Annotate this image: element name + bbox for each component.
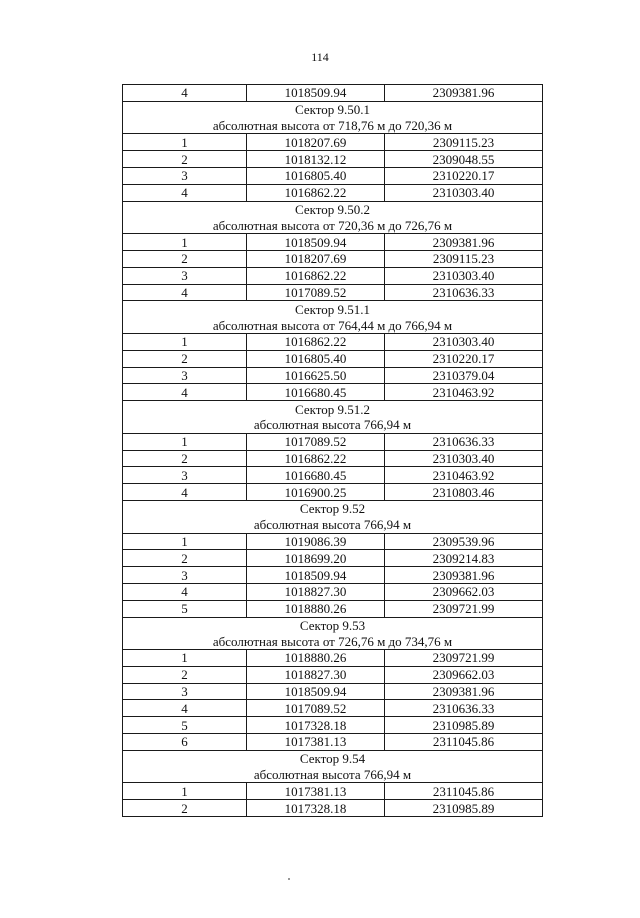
point-number-cell: 1 [123,134,247,151]
x-coordinate-cell: 1018827.30 [247,583,385,600]
table-row [123,234,543,251]
y-coordinate-cell: 2309662.03 [385,583,543,600]
y-coordinate-cell: 2309048.55 [385,151,543,168]
sector-title: Сектор 9.51.2 [123,401,543,417]
y-coordinate-cell: 2310303.40 [385,184,543,201]
x-coordinate-cell: 1017328.18 [247,717,385,734]
x-coordinate-cell: 1017381.13 [247,734,385,751]
table-row [123,333,543,350]
sector-altitude: абсолютная высота 766,94 м [123,767,543,783]
x-coordinate-cell: 1016680.45 [247,467,385,484]
sector-altitude: абсолютная высота от 764,44 м до 766,94 м [123,317,543,333]
sector-title-row [123,401,543,417]
table-row [123,184,543,201]
sector-title: Сектор 9.50.1 [123,101,543,117]
y-coordinate-cell: 2309381.96 [385,85,543,102]
y-coordinate-cell: 2310636.33 [385,700,543,717]
point-number-cell: 1 [123,783,247,800]
point-number-cell: 2 [123,350,247,367]
y-coordinate-cell: 2310220.17 [385,350,543,367]
y-coordinate-cell: 2309381.96 [385,683,543,700]
table-row [123,700,543,717]
y-coordinate-cell: 2309721.99 [385,600,543,617]
table-row [123,567,543,584]
x-coordinate-cell: 1018509.94 [247,85,385,102]
sector-title: Сектор 9.52 [123,500,543,516]
y-coordinate-cell: 2310303.40 [385,333,543,350]
sector-title-row [123,301,543,317]
table-row [123,467,543,484]
table-row [123,384,543,401]
x-coordinate-cell: 1016805.40 [247,350,385,367]
point-number-cell: 1 [123,533,247,550]
table-row [123,484,543,501]
x-coordinate-cell: 1018880.26 [247,600,385,617]
y-coordinate-cell: 2309214.83 [385,550,543,567]
y-coordinate-cell: 2309539.96 [385,533,543,550]
point-number-cell: 3 [123,167,247,184]
y-coordinate-cell: 2310463.92 [385,384,543,401]
y-coordinate-cell: 2310220.17 [385,167,543,184]
x-coordinate-cell: 1016862.22 [247,333,385,350]
y-coordinate-cell: 2310463.92 [385,467,543,484]
y-coordinate-cell: 2310803.46 [385,484,543,501]
sector-altitude-row [123,767,543,783]
table-row [123,134,543,151]
sector-altitude: абсолютная высота 766,94 м [123,517,543,533]
sector-title-row [123,201,543,217]
sector-title-row [123,750,543,766]
sector-altitude: абсолютная высота 766,94 м [123,417,543,433]
x-coordinate-cell: 1018827.30 [247,666,385,683]
table-row [123,250,543,267]
sector-title: Сектор 9.53 [123,617,543,633]
coordinates-table-body [123,85,543,817]
x-coordinate-cell: 1016805.40 [247,167,385,184]
point-number-cell: 2 [123,666,247,683]
x-coordinate-cell: 1019086.39 [247,533,385,550]
point-number-cell: 6 [123,734,247,751]
sector-title: Сектор 9.54 [123,750,543,766]
table-row [123,800,543,817]
point-number-cell: 2 [123,151,247,168]
sector-altitude-row [123,317,543,333]
point-number-cell: 2 [123,550,247,567]
sector-altitude-row [123,633,543,649]
table-row [123,533,543,550]
y-coordinate-cell: 2310303.40 [385,267,543,284]
sector-altitude: абсолютная высота от 720,36 м до 726,76 м [123,217,543,233]
y-coordinate-cell: 2309721.99 [385,650,543,667]
y-coordinate-cell: 2311045.86 [385,783,543,800]
sector-altitude: абсолютная высота от 718,76 м до 720,36 м [123,118,543,134]
sector-title: Сектор 9.51.1 [123,301,543,317]
point-number-cell: 5 [123,600,247,617]
y-coordinate-cell: 2310985.89 [385,717,543,734]
y-coordinate-cell: 2309662.03 [385,666,543,683]
table-row [123,717,543,734]
point-number-cell: 1 [123,650,247,667]
table-row [123,85,543,102]
table-row [123,350,543,367]
x-coordinate-cell: 1016900.25 [247,484,385,501]
table-row [123,783,543,800]
sector-altitude-row [123,118,543,134]
point-number-cell: 4 [123,184,247,201]
x-coordinate-cell: 1018207.69 [247,134,385,151]
page-number: 114 [311,50,329,64]
x-coordinate-cell: 1016862.22 [247,267,385,284]
point-number-cell: 4 [123,384,247,401]
y-coordinate-cell: 2309381.96 [385,234,543,251]
sector-altitude-row [123,517,543,533]
table-row [123,650,543,667]
point-number-cell: 3 [123,683,247,700]
table-row [123,167,543,184]
x-coordinate-cell: 1018509.94 [247,683,385,700]
x-coordinate-cell: 1018699.20 [247,550,385,567]
table-row [123,450,543,467]
sector-title: Сектор 9.50.2 [123,201,543,217]
point-number-cell: 2 [123,450,247,467]
x-coordinate-cell: 1018132.12 [247,151,385,168]
y-coordinate-cell: 2311045.86 [385,734,543,751]
y-coordinate-cell: 2310636.33 [385,433,543,450]
table-row [123,583,543,600]
point-number-cell: 3 [123,467,247,484]
x-coordinate-cell: 1017089.52 [247,284,385,301]
point-number-cell: 4 [123,583,247,600]
y-coordinate-cell: 2310985.89 [385,800,543,817]
y-coordinate-cell: 2309115.23 [385,250,543,267]
point-number-cell: 2 [123,250,247,267]
scan-speck [288,878,290,880]
y-coordinate-cell: 2310636.33 [385,284,543,301]
table-row [123,267,543,284]
x-coordinate-cell: 1018509.94 [247,567,385,584]
table-row [123,683,543,700]
x-coordinate-cell: 1016625.50 [247,367,385,384]
sector-title-row [123,500,543,516]
x-coordinate-cell: 1017089.52 [247,433,385,450]
x-coordinate-cell: 1017089.52 [247,700,385,717]
point-number-cell: 4 [123,284,247,301]
table-row [123,666,543,683]
x-coordinate-cell: 1017328.18 [247,800,385,817]
x-coordinate-cell: 1016862.22 [247,184,385,201]
table-row [123,433,543,450]
x-coordinate-cell: 1017381.13 [247,783,385,800]
sector-altitude: абсолютная высота от 726,76 м до 734,76 м [123,633,543,649]
table-row [123,367,543,384]
point-number-cell: 2 [123,800,247,817]
point-number-cell: 1 [123,433,247,450]
point-number-cell: 4 [123,85,247,102]
point-number-cell: 5 [123,717,247,734]
x-coordinate-cell: 1018207.69 [247,250,385,267]
point-number-cell: 3 [123,567,247,584]
point-number-cell: 1 [123,234,247,251]
sector-title-row [123,617,543,633]
sector-title-row [123,101,543,117]
point-number-cell: 3 [123,367,247,384]
sector-altitude-row [123,217,543,233]
point-number-cell: 4 [123,484,247,501]
table-row [123,734,543,751]
table-row [123,550,543,567]
table-row [123,284,543,301]
x-coordinate-cell: 1018880.26 [247,650,385,667]
x-coordinate-cell: 1016680.45 [247,384,385,401]
table-row [123,600,543,617]
y-coordinate-cell: 2310303.40 [385,450,543,467]
sector-altitude-row [123,417,543,433]
coordinates-table [122,84,543,817]
x-coordinate-cell: 1016862.22 [247,450,385,467]
point-number-cell: 3 [123,267,247,284]
y-coordinate-cell: 2309115.23 [385,134,543,151]
y-coordinate-cell: 2309381.96 [385,567,543,584]
x-coordinate-cell: 1018509.94 [247,234,385,251]
point-number-cell: 1 [123,333,247,350]
table-row [123,151,543,168]
point-number-cell: 4 [123,700,247,717]
y-coordinate-cell: 2310379.04 [385,367,543,384]
